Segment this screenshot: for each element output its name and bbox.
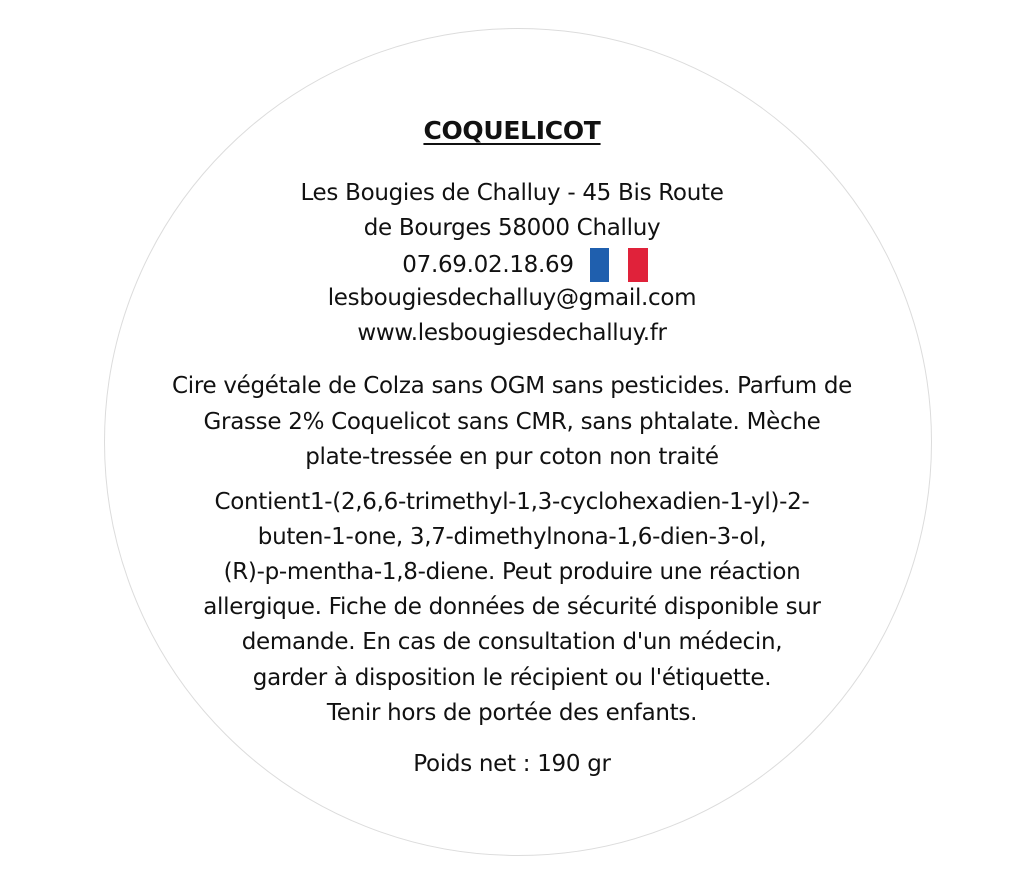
- phone-row: [0, 248, 1024, 282]
- composition-line-1: Cire végétale de Colza sans OGM sans pesticides. Parfum de: [171, 373, 853, 399]
- net-weight: Poids net : 190 gr: [413, 751, 611, 777]
- composition-line-3: plate-tressée en pur coton non traité: [305, 444, 719, 470]
- flag-stripe: [628, 248, 647, 282]
- warning-line-6: garder à disposition le récipient ou l'étiquette.: [252, 665, 772, 691]
- warning-line-1: Contient1-(2,6,6-trimethyl-1,3-cyclohexadien-1-yl)-2-: [214, 489, 810, 515]
- website-text: www.lesbougiesdechalluy.fr: [357, 320, 667, 346]
- warning-line-5: demande. En cas de consultation d'un médecin,: [241, 629, 783, 655]
- composition-line-2: Grasse 2% Coquelicot sans CMR, sans phtalate. Mèche: [203, 409, 821, 435]
- flag-stripe: [590, 248, 609, 282]
- warning-line-7: Tenir hors de portée des enfants.: [326, 700, 698, 726]
- warning-line-4: allergique. Fiche de données de sécurité disponible sur: [203, 594, 821, 620]
- french-flag-icon: [590, 248, 648, 282]
- warning-line-3: (R)-p-mentha-1,8-diene. Peut produire une réaction: [223, 559, 801, 585]
- product-title: COQUELICOT: [423, 116, 601, 145]
- maker-address-line-2: de Bourges 58000 Challuy: [363, 215, 661, 241]
- flag-stripe: [609, 248, 628, 282]
- phone-number: 07.69.02.18.69: [402, 252, 574, 278]
- maker-address-line-1: Les Bougies de Challuy - 45 Bis Route: [300, 180, 724, 206]
- email-text: lesbougiesdechalluy@gmail.com: [327, 285, 697, 311]
- warning-line-2: buten-1-one, 3,7-dimethylnona-1,6-dien-3-ol,: [257, 524, 767, 550]
